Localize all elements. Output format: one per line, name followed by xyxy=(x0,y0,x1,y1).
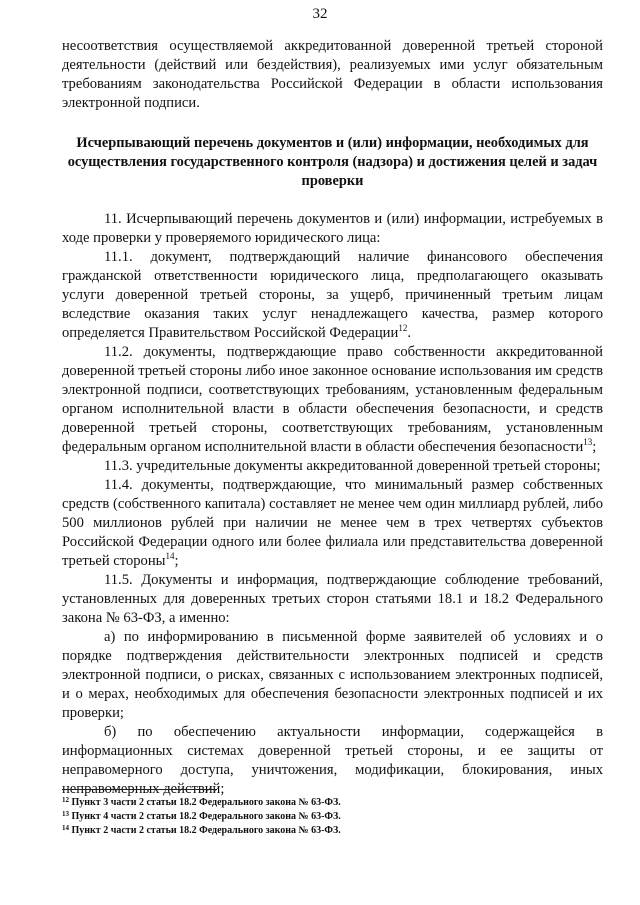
paragraph-11-1-text: 11.1. документ, подтверждающий наличие финансового обеспечения гражданской ответственности юридического лица, предполагающего оказывать услуги доверенной третьей стороны, за ущерб, причиненный третьим лицам вследствие оказания таких услуг ненадлежащего качества, размер которого определяется Правительством Российской Федерации xyxy=(62,249,603,341)
paragraph-11-2-text: 11.2. документы, подтверждающие право собственности аккредитованной доверенной третьей стороны либо иное законное основание использования им средств электронной подписи, соответствующих требованиям, установленным федеральным органом исполнительной власти в области обеспечения безопасности, и средств доверенной третьей стороны, соответствующих требованиям, установленным федеральным органом исполнительной власти в области обеспечения безопасности xyxy=(62,344,603,455)
paragraph-a: а) по информированию в письменной форме заявителей об условиях и о порядке подтверждения действительности электронных подписей и средств электронной подписи, о рисках, связанных с использованием электронных подписей, и о мерах, необходимых для обеспечения безопасности электронных подписей и их проверки; xyxy=(62,629,603,721)
body-text xyxy=(62,37,603,799)
page-number: 32 xyxy=(312,6,328,22)
footnote-mark: 14 xyxy=(62,824,69,832)
paragraph-11-4: 11.4. документы, подтверждающие, что минимальный размер собственных средств (собственного капитала) составляет не менее чем один миллиард рублей, либо 500 миллионов рублей при наличии не менее чем в трех четвертях субъектов Российской Федерации одного или более филиала или представительства доверенной третьей стороны$^{14}$; xyxy=(62,477,603,569)
footnote-ref-12: 12 xyxy=(398,323,408,333)
footnote-14 xyxy=(62,824,603,838)
footnote-12 xyxy=(62,796,603,810)
footnote-mark: 12 xyxy=(62,796,69,804)
paragraph-11-5: 11.5. Документы и информация, подтверждающие соблюдение требований, установленных для доверенных третьих сторон статьями 18.1 и 18.2 Федерального закона № 63-ФЗ, а именно: xyxy=(62,572,603,626)
paragraph-11-1: 11.1. документ, подтверждающий наличие финансового обеспечения гражданской ответственности юридического лица, предполагающего оказывать услуги доверенной третьей стороны, за ущерб, причиненный третьим лицам вследствие оказания таких услуг ненадлежащего качества, размер которого определяется Правительством Российской Федерации$^{12}$. xyxy=(62,249,603,341)
section-heading: Исчерпывающий перечень документов и (или) информации, необходимых для осуществления государственного контроля (надзора) и достижения целей и задач проверки xyxy=(67,135,598,189)
paragraph-11-2: 11.2. документы, подтверждающие право собственности аккредитованной доверенной третьей стороны либо иное законное основание использования им средств электронной подписи, соответствующих требованиям, установленным федеральным органом исполнительной власти в области обеспечения безопасности, и средств доверенной третьей стороны, соответствующих требованиям, установленным федеральным органом исполнительной власти в области обеспечения безопасности$^{13}$; xyxy=(62,344,603,455)
paragraph-11-3: 11.3. учредительные документы аккредитованной доверенной третьей стороны; xyxy=(104,458,601,474)
footnote-ref-14: 14 xyxy=(165,551,175,561)
footnote-text: Пункт 3 части 2 статьи 18.2 Федерального закона № 63-ФЗ. xyxy=(71,797,341,808)
footnote-mark: 13 xyxy=(62,810,69,818)
intro-paragraph: несоответствия осуществляемой аккредитованной доверенной третьей стороной деятельности (действий или бездействия), реализуемых ими услуг обязательным требованиям законодательства Российской Федерации в области использования электронной подписи. xyxy=(62,38,603,111)
footnote-ref-13: 13 xyxy=(583,437,593,447)
paragraph-b: б) по обеспечению актуальности информации, содержащейся в информационных системах доверенной третьей стороны, и ее защиты от неправомерного доступа, уничтожения, модификации, блокирования, иных неправомерных действий; xyxy=(62,724,603,797)
footnote-text: Пункт 2 части 2 статьи 18.2 Федерального закона № 63-ФЗ. xyxy=(71,825,341,836)
footnotes xyxy=(62,796,603,838)
footnote-13 xyxy=(62,810,603,824)
paragraph-11-4-text: 11.4. документы, подтверждающие, что минимальный размер собственных средств (собственного капитала) составляет не менее чем один миллиард рублей, либо 500 миллионов рублей при наличии не менее чем в трех четвертях субъектов Российской Федерации одного или более филиала или представительства доверенной третьей стороны xyxy=(62,477,603,569)
footnote-divider xyxy=(62,789,217,790)
footnote-text: Пункт 4 части 2 статьи 18.2 Федерального закона № 63-ФЗ. xyxy=(71,811,341,822)
paragraph-11: 11. Исчерпывающий перечень документов и (или) информации, истребуемых в ходе проверки у проверяемого юридического лица: xyxy=(62,211,603,246)
